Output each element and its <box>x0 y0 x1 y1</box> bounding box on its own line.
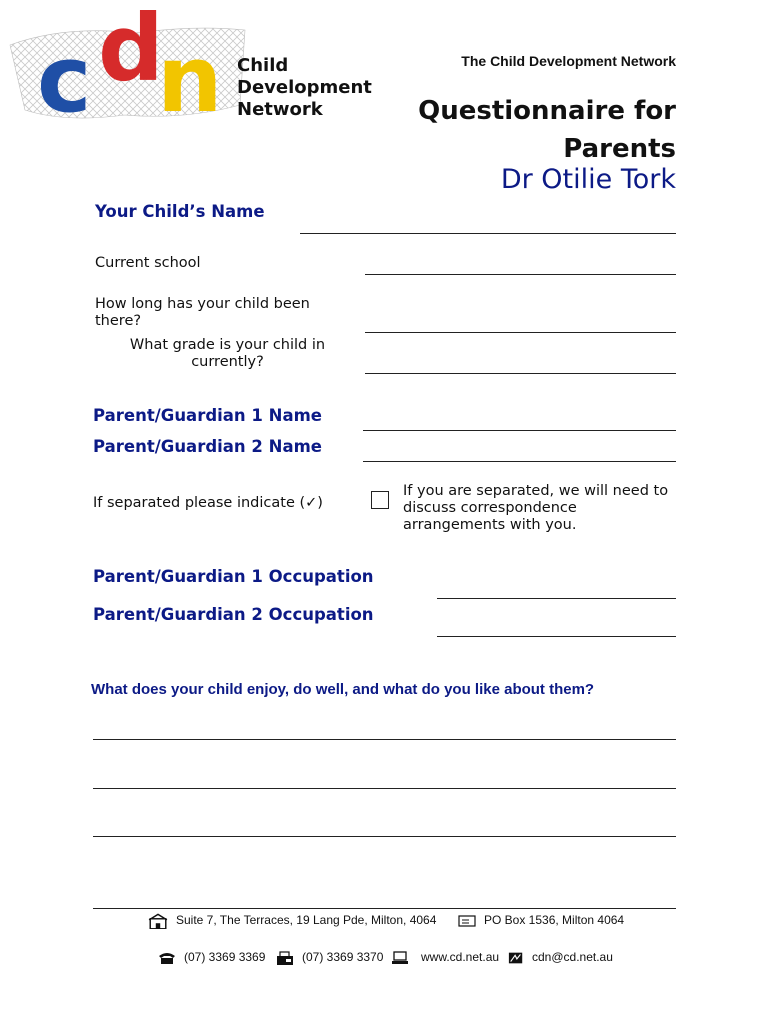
current-school-label: Current school <box>95 255 201 271</box>
logo-line-3: Network <box>237 99 323 120</box>
parent2-name-label: Parent/Guardian 2 Name <box>93 437 322 456</box>
answer-line-2[interactable] <box>93 788 676 789</box>
footer-phone-text: (07) 3369 3369 <box>184 950 266 964</box>
footer-po-box-text: PO Box 1536, Milton 4064 <box>484 913 625 927</box>
phone-icon <box>158 951 176 965</box>
footer-address-text: Suite 7, The Terraces, 19 Lang Pde, Milton, 4064 <box>176 913 437 928</box>
logo-line-1: Child <box>237 55 289 76</box>
answer-line-3[interactable] <box>93 836 676 837</box>
footer-email <box>508 950 613 965</box>
separated-note: If you are separated, we will need to discuss correspondence arrangements with you. <box>403 483 669 533</box>
logo-line-2: Development <box>237 77 372 98</box>
child-name-field[interactable] <box>300 233 676 234</box>
parent2-occupation-label: Parent/Guardian 2 Occupation <box>93 605 374 624</box>
computer-icon <box>391 951 409 965</box>
current-school-field[interactable] <box>365 274 676 275</box>
footer-address <box>148 913 436 929</box>
separated-checkbox[interactable] <box>371 491 389 509</box>
grade-field[interactable] <box>365 373 676 374</box>
email-icon <box>508 951 524 965</box>
logo-letter-d: d <box>98 0 164 102</box>
logo-wordmark <box>237 55 372 121</box>
footer-phone <box>158 950 265 965</box>
title-line-2: Parents <box>563 134 676 164</box>
title-line-1: Questionnaire for <box>418 96 676 126</box>
footer-po-box <box>458 913 624 928</box>
logo-letter-c: c <box>37 26 92 133</box>
footer-fax <box>276 950 383 965</box>
org-name: The Child Development Network <box>461 53 676 69</box>
parent2-occupation-field[interactable] <box>437 636 676 637</box>
footer-email-text[interactable]: cdn@cd.net.au <box>532 950 613 964</box>
answer-line-1[interactable] <box>93 739 676 740</box>
mail-icon <box>458 914 476 928</box>
page-title <box>418 92 676 168</box>
child-name-label: Your Child’s Name <box>95 202 265 221</box>
parent1-name-field[interactable] <box>363 430 676 431</box>
how-long-label: How long has your child been there? <box>95 296 310 329</box>
fax-icon <box>276 951 294 965</box>
parent1-occupation-field[interactable] <box>437 598 676 599</box>
footer-web <box>391 950 499 965</box>
how-long-field[interactable] <box>365 332 676 333</box>
parent2-name-field[interactable] <box>363 461 676 462</box>
parent1-name-label: Parent/Guardian 1 Name <box>93 406 322 425</box>
footer-web-text[interactable]: www.cd.net.au <box>421 950 500 964</box>
footer-divider <box>93 908 676 909</box>
parent1-occupation-label: Parent/Guardian 1 Occupation <box>93 567 374 586</box>
building-icon <box>148 913 168 929</box>
logo <box>5 0 385 133</box>
separated-label: If separated please indicate (✓) <box>93 495 323 511</box>
doctor-name: Dr Otilie Tork <box>500 164 676 195</box>
grade-label: What grade is your child in currently? <box>129 337 326 370</box>
enjoy-question: What does your child enjoy, do well, and what do you like about them? <box>91 681 595 698</box>
footer-fax-text: (07) 3369 3370 <box>302 950 384 964</box>
logo-letter-n: n <box>157 26 223 133</box>
